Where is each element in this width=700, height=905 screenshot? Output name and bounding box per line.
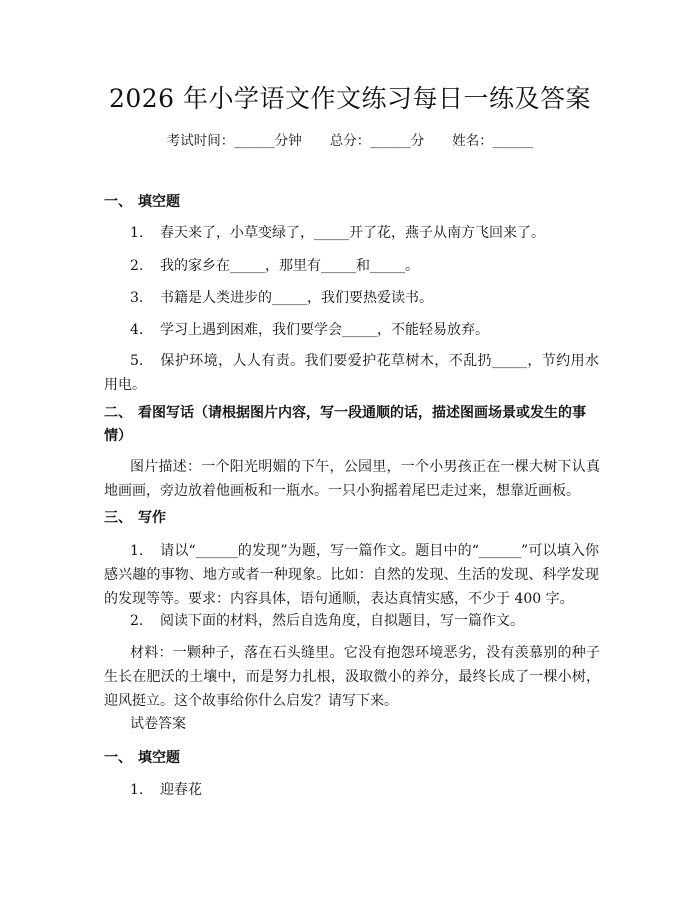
answers-label: 试卷答案 [130,716,186,732]
student-name: 姓名：______ [452,133,534,149]
writing-item-1: 1. 请以“______的发现”为题，写一篇作文。题目中的“______”可以填入你感兴趣的事物、地方或者一种现象。比如：自然的发现、生活的发现、科学发现的发现等等。要求：内容具体，语句通顺，表达真情实感，不少于 400 字。 [104,543,599,607]
fill-blank-item-5: 5. 保护环境，人人有责。我们要爱护花草树木，不乱扔_____，节约用水用电。 [104,353,599,393]
answers-section-heading: 一、 填空题 [104,750,180,766]
total-score: 总分：______分 [329,133,425,149]
fill-blank-item-3: 3. 书籍是人类进步的_____，我们要热爱读书。 [130,290,433,306]
writing-material: 材料：一颗种子，落在石头缝里。它没有抱怨环境恶劣，没有羡慕别的种子生长在肥沃的土壤中，而是努力扎根，汲取微小的养分，最终长成了一棵小树，迎风挺立。这个故事给你什么启发？请写下来。 [104,645,600,709]
exam-time: 考试时间：______分钟 [166,133,302,149]
answer-item-1: 1. 迎春花 [130,782,202,798]
writing-item-2: 2. 阅读下面的材料，然后自选角度，自拟题目，写一篇作文。 [130,613,524,629]
fill-blank-item-1: 1. 春天来了，小草变绿了，_____开了花，燕子从南方飞回来了。 [130,225,545,241]
page-title: 2026 年小学语文作文练习每日一练及答案 [108,84,592,113]
fill-blank-item-4: 4. 学习上遇到困难，我们要学会_____，不能轻易放弃。 [130,322,489,338]
section-heading-writing: 三、 写作 [104,510,166,526]
fill-blank-item-2: 2. 我的家乡在_____，那里有_____和_____。 [130,258,419,274]
exam-meta [0,131,700,151]
section-heading-picture-writing: 二、 看图写话（请根据图片内容，写一段通顺的话，描述图画场景或发生的事情） [104,405,586,444]
picture-description: 图片描述：一个阳光明媚的下午，公园里，一个小男孩正在一棵大树下认真地画画，旁边放着他画板和一瓶水。一只小狗摇着尾巴走过来，想靠近画板。 [104,459,600,499]
section-heading-fill-blank: 一、 填空题 [104,194,180,210]
